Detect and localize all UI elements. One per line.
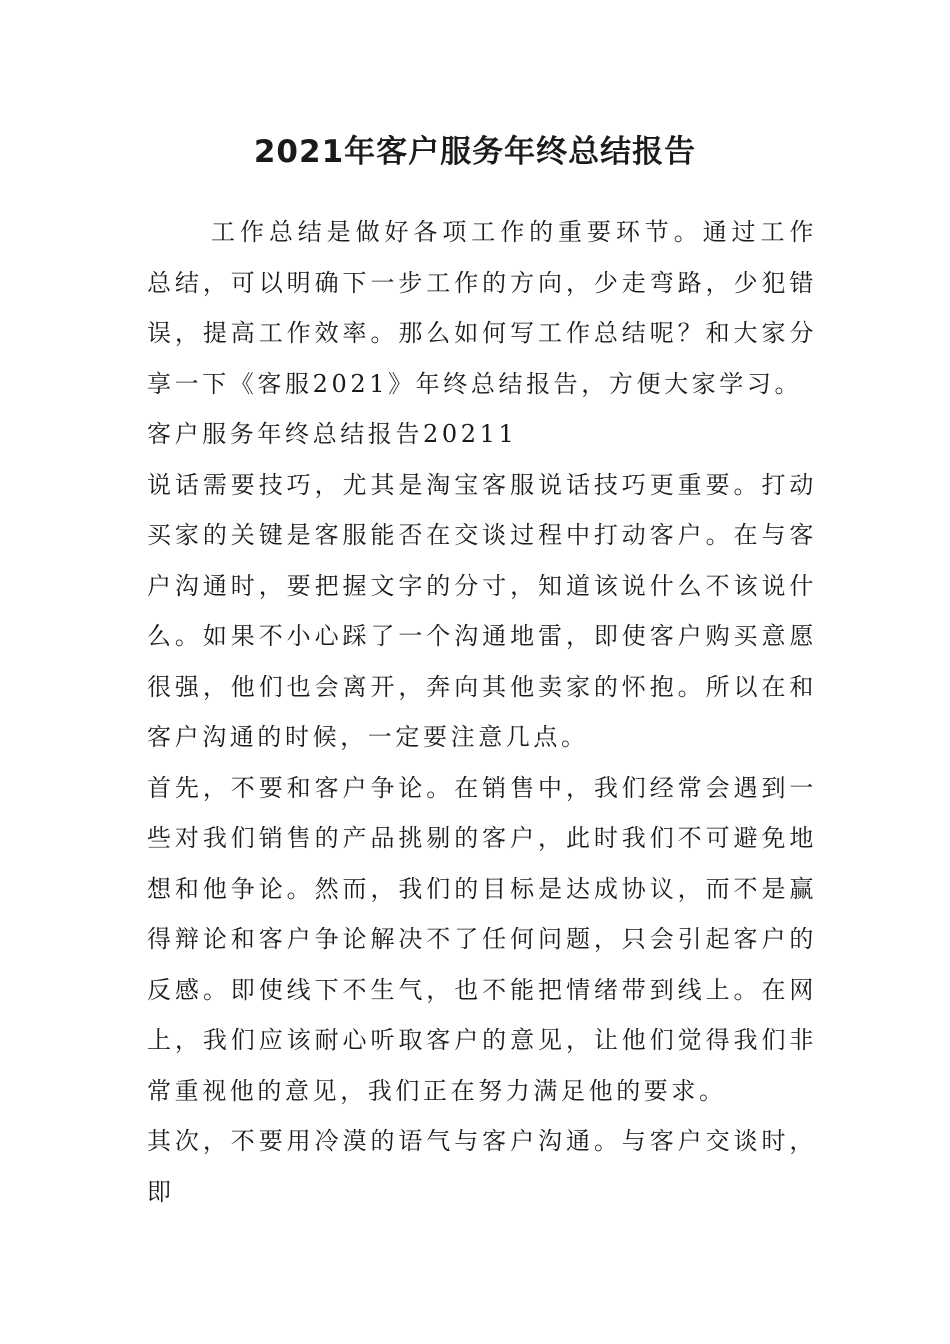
body-paragraph: 首先，不要和客户争论。在销售中，我们经常会遇到一些对我们销售的产品挑剔的客户，此时我们不可避免地想和他争论。然而，我们的目标是达成协议，而不是赢得辩论和客户争论解决不了任何问题，只会引起客户的反感。即使线下不生气，也不能把情绪带到线上。在网上，我们应该耐心听取客户的意见，让他们觉得我们非常重视他的意见，我们正在努力满足他的要求。 (147, 773, 817, 1105)
document-body (147, 207, 817, 1217)
intro-paragraph: 工作总结是做好各项工作的重要环节。通过工作总结，可以明确下一步工作的方向，少走弯路，少犯错误，提高工作效率。那么如何写工作总结呢？和大家分享一下《客服2021》年终总结报告，方便大家学习。 (147, 218, 817, 398)
body-paragraph: 说话需要技巧，尤其是淘宝客服说话技巧更重要。打动买家的关键是客服能否在交谈过程中打动客户。在与客户沟通时，要把握文字的分寸，知道该说什么不该说什么。如果不小心踩了一个沟通地雷，即使客户购买意愿很强，他们也会离开，奔向其他卖家的怀抱。所以在和客户沟通的时候，一定要注意几点。 (147, 470, 817, 751)
document-title: 2021年客户服务年终总结报告 (253, 134, 697, 170)
body-paragraph: 其次，不要用冷漠的语气与客户沟通。与客户交谈时，即 (147, 1127, 817, 1206)
section-heading: 客户服务年终总结报告20211 (147, 420, 518, 448)
